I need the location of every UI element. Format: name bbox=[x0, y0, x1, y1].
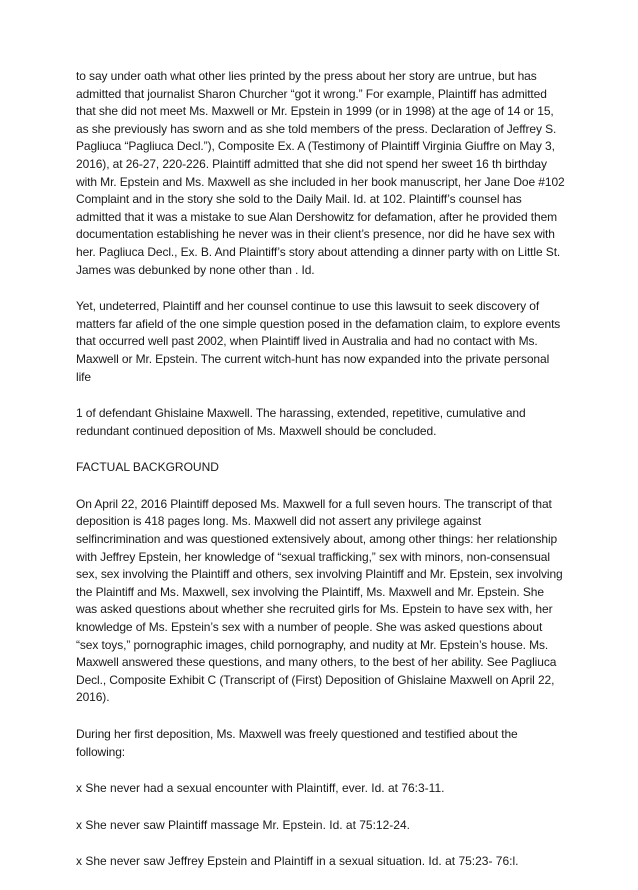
list-item: x She never saw Plaintiff massage Mr. Epstein. Id. at 75:12-24. bbox=[76, 817, 410, 832]
list-item: x She never saw Jeffrey Epstein and Plaintiff in a sexual situation. Id. at 75:23- 76:l. bbox=[76, 854, 519, 869]
paragraph-undeterred: Yet, undeterred, Plaintiff and her counsel continue to use this lawsuit to seek discovery of matters far afield of the one simple question posed in the defamation claim, to explore events that occurred well past 2002, when Plaintiff lived in Australia and had no contact with Ms. Maxwell or Mr. Epstein. The current witch-hunt has now expanded into the private personal life bbox=[76, 299, 561, 384]
paragraph-first-deposition: During her first deposition, Ms. Maxwell was freely questioned and testified about the following: bbox=[76, 727, 518, 759]
paragraph-deposition: On April 22, 2016 Plaintiff deposed Ms. Maxwell for a full seven hours. The transcript of that deposition is 418 pages long. Ms. Maxwell did not assert any privilege against selfincrimination and was questioned extensively about, among other things: her relationship with Jeffrey Epstein, her knowledge of “sexual trafficking,” sex with minors, non-consensual sex, sex involving the Plaintiff and others, sex involving Plaintiff and Mr. Epstein, sex involving the Plaintiff and Ms. Maxwell, sex involving the Plaintiff, Ms. Maxwell and Mr. Epstein. She was asked questions about whether she recruited girls for Ms. Epstein to have sex with, her knowledge of Ms. Epstein’s sex with a number of people. She was asked questions about “sex toys,” pornographic images, child pornography, and nudity at Mr. Epstein’s house. Ms. Maxwell answered these questions, and many others, to the best of her ability. See Pagliuca Decl., Composite Exhibit C (Transcript of (First) Deposition of Ghislaine Maxwell on April 22, 2016). bbox=[76, 496, 563, 705]
section-heading-factual-background: FACTUAL BACKGROUND bbox=[76, 460, 219, 475]
document-page bbox=[76, 68, 566, 890]
list-item: x She never had a sexual encounter with Plaintiff, ever. Id. at 76:3-11. bbox=[76, 781, 445, 796]
paragraph-lies-press: to say under oath what other lies printed by the press about her story are untrue, but has admitted that journalist Sharon Churcher “got it wrong.” For example, Plaintiff has admitted that she did not meet Ms. Maxwell or Mr. Epstein in 1999 (or in 1998) at the age of 14 or 15, as she previously has sworn and as she told members of the press. Declaration of Jeffrey S. Pagliuca “Pagliuca Decl.”), Composite Ex. A (Testimony of Plaintiff Virginia Giuffre on May 3, 2016), at 26-27, 220-226. Plaintiff admitted that she did not spend her sweet 16 th birthday with Mr. Epstein and Ms. Maxwell as she included in her book manuscript, her Jane Doe #102 Complaint and in the story she sold to the Daily Mail. Id. at 102. Plaintiff’s counsel has admitted that it was a mistake to sue Alan Dershowitz for defamation, after he provided them documentation establishing he never was in their client’s presence, nor did he have sex with her. Pagliuca Decl., Ex. B. And Plaintiff’s story about attending a dinner party with on Little St. James was debunked by none other than . Id. bbox=[76, 69, 565, 277]
paragraph-defendant: 1 of defendant Ghislaine Maxwell. The harassing, extended, repetitive, cumulative and redundant continued deposition of Ms. Maxwell should be concluded. bbox=[76, 406, 526, 438]
